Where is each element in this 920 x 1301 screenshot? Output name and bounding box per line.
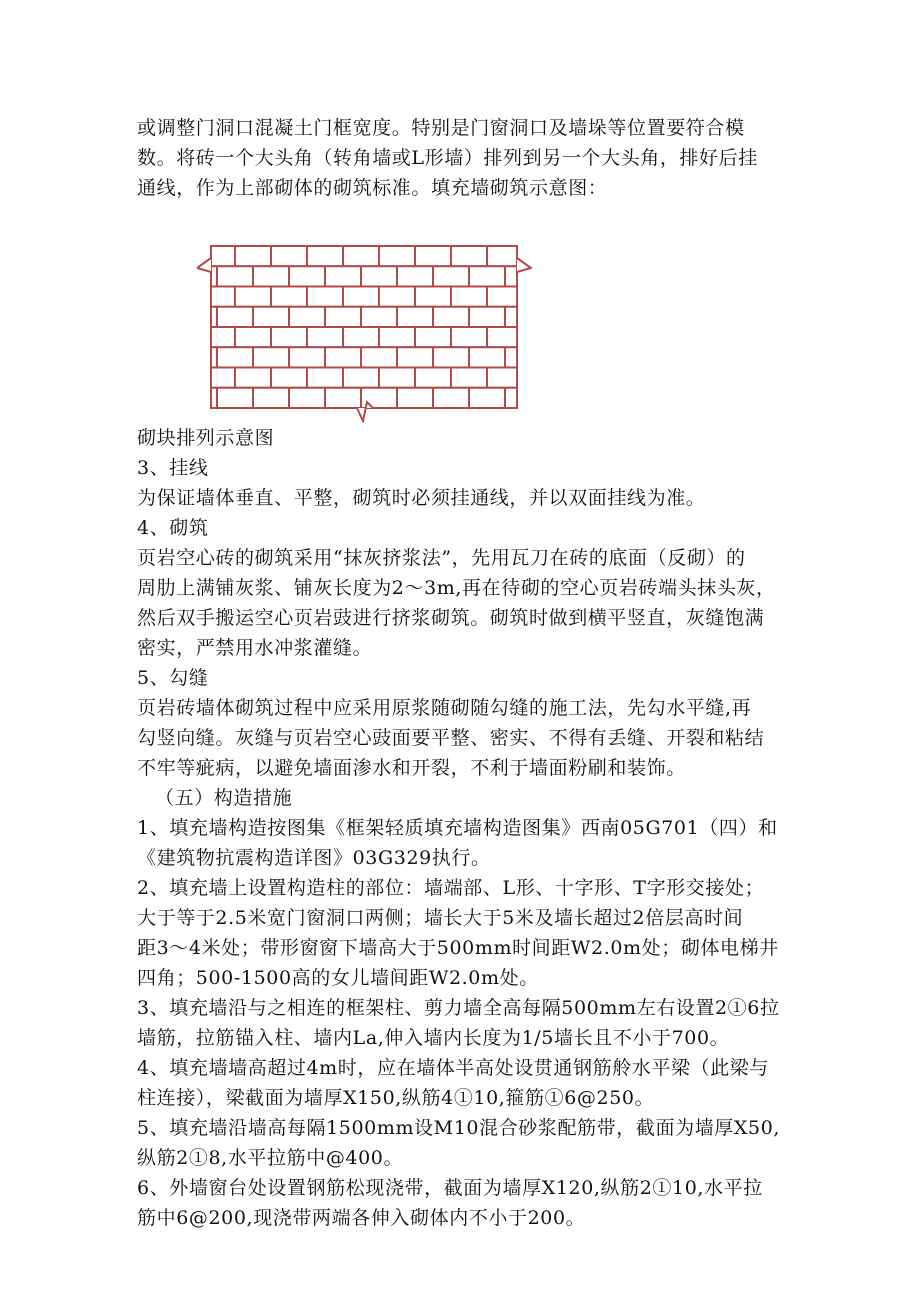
brick-course xyxy=(211,266,517,286)
item-line: 大于等于2.5米宽门窗洞口两侧；墙长大于5米及墙长超过2倍层高时间 xyxy=(137,907,744,929)
brick-course xyxy=(211,368,517,388)
subheading: （五）构造措施 xyxy=(155,787,293,809)
item-line: 柱连接），梁截面为墙厚X150,纵筋4①10,箍筋①6@250。 xyxy=(137,1087,655,1109)
item-line: 墙筋，拉筋锚入柱、墙内La,伸入墙内长度为1/5墙长且不小于700。 xyxy=(137,1027,730,1049)
intro-line: 通线，作为上部砌体的砌筑标准。填充墙砌筑示意图： xyxy=(137,177,608,199)
item-line: 四角；500-1500高的女儿墙间距W2.0m处。 xyxy=(137,967,539,989)
item-line: 距3～4米处；带形窗窗下墙高大于500mm时间距W2.0m处；砌体电梯井 xyxy=(137,937,779,959)
brick-pattern xyxy=(197,246,531,421)
item-line: 6、外墙窗台处设置钢筋松现浇带，截面为墙厚X120,纵筋2①10,水平拉 xyxy=(137,1177,763,1199)
brick-course xyxy=(211,347,517,367)
brick-course xyxy=(211,327,517,347)
brick-course xyxy=(211,388,517,408)
item-line: 3、填充墙沿与之相连的框架柱、剪力墙全高每隔500mm左右设置2①6拉 xyxy=(137,997,780,1019)
break-mark-right xyxy=(517,258,531,272)
item-line: 4、填充墙墙高超过4m时，应在墙体半高处设贯通钢筋舲水平梁（此梁与 xyxy=(137,1057,769,1079)
item-line: 纵筋2①8,水平拉筋中@400。 xyxy=(137,1147,404,1169)
paragraph-line: 密实，严禁用水冲浆灌缝。 xyxy=(137,637,373,659)
paragraph-line: 不牢等疵病，以避免墙面渗水和开裂，不利于墙面粉刷和装饰。 xyxy=(137,757,686,779)
item-line: 筋中6@200,现浇带两端各伸入砌体内不小于200。 xyxy=(137,1207,586,1229)
paragraph-line: 勾竖向缝。灰缝与页岩空心豉面要平整、密实、不得有丢缝、开裂和粘结 xyxy=(137,727,765,749)
section-heading: 5、勾缝 xyxy=(137,667,209,689)
section-heading: 3、挂线 xyxy=(137,457,209,479)
item-line: 5、填充墙沿墙高每隔1500mm设M10混合砂浆配筋带，截面为墙厚X50, xyxy=(137,1117,781,1139)
intro-line: 数。将砖一个大头角（转角墙或L形墙）排列到另一个大头角，排好后挂 xyxy=(137,147,758,169)
paragraph-line: 周肋上满铺灰浆、铺灰长度为2～3m,再在待砌的空心页岩砖端头抹头灰， xyxy=(137,577,776,599)
figure-caption: 砌块排列示意图 xyxy=(137,427,275,449)
brick-course xyxy=(211,246,517,266)
brick-course xyxy=(211,307,517,327)
brick-wall-diagram xyxy=(197,238,532,423)
paragraph-line: 页岩砖墙体砌筑过程中应采用原浆随砌随勾缝的施工法，先勾水平缝,再 xyxy=(137,697,752,719)
paragraph-line: 然后双手搬运空心页岩豉进行挤浆砌筑。砌筑时做到横平竖直，灰缝饱满 xyxy=(137,607,765,629)
break-mark-left xyxy=(197,258,211,272)
item-line: 2、填充墙上设置构造柱的部位：墙端部、L形、十字形、T字形交接处； xyxy=(137,877,765,899)
section-heading: 4、砌筑 xyxy=(137,517,209,539)
brick-course xyxy=(211,287,517,307)
intro-line: 或调整门洞口混凝土门框宽度。特别是门窗洞口及墙垛等位置要符合模 xyxy=(137,117,745,139)
item-line: 1、填充墙构造按图集《框架轻质填充墙构造图集》西南05G701（四）和 xyxy=(137,817,778,839)
paragraph-line: 页岩空心砖的砌筑采用“抹灰挤浆法”，先用瓦刀在砖的底面（反砌）的 xyxy=(137,547,746,569)
item-line: 《建筑物抗震构造详图》03G329执行。 xyxy=(137,847,491,869)
paragraph-line: 为保证墙体垂直、平整，砌筑时必须挂通线，并以双面挂线为准。 xyxy=(137,487,706,509)
